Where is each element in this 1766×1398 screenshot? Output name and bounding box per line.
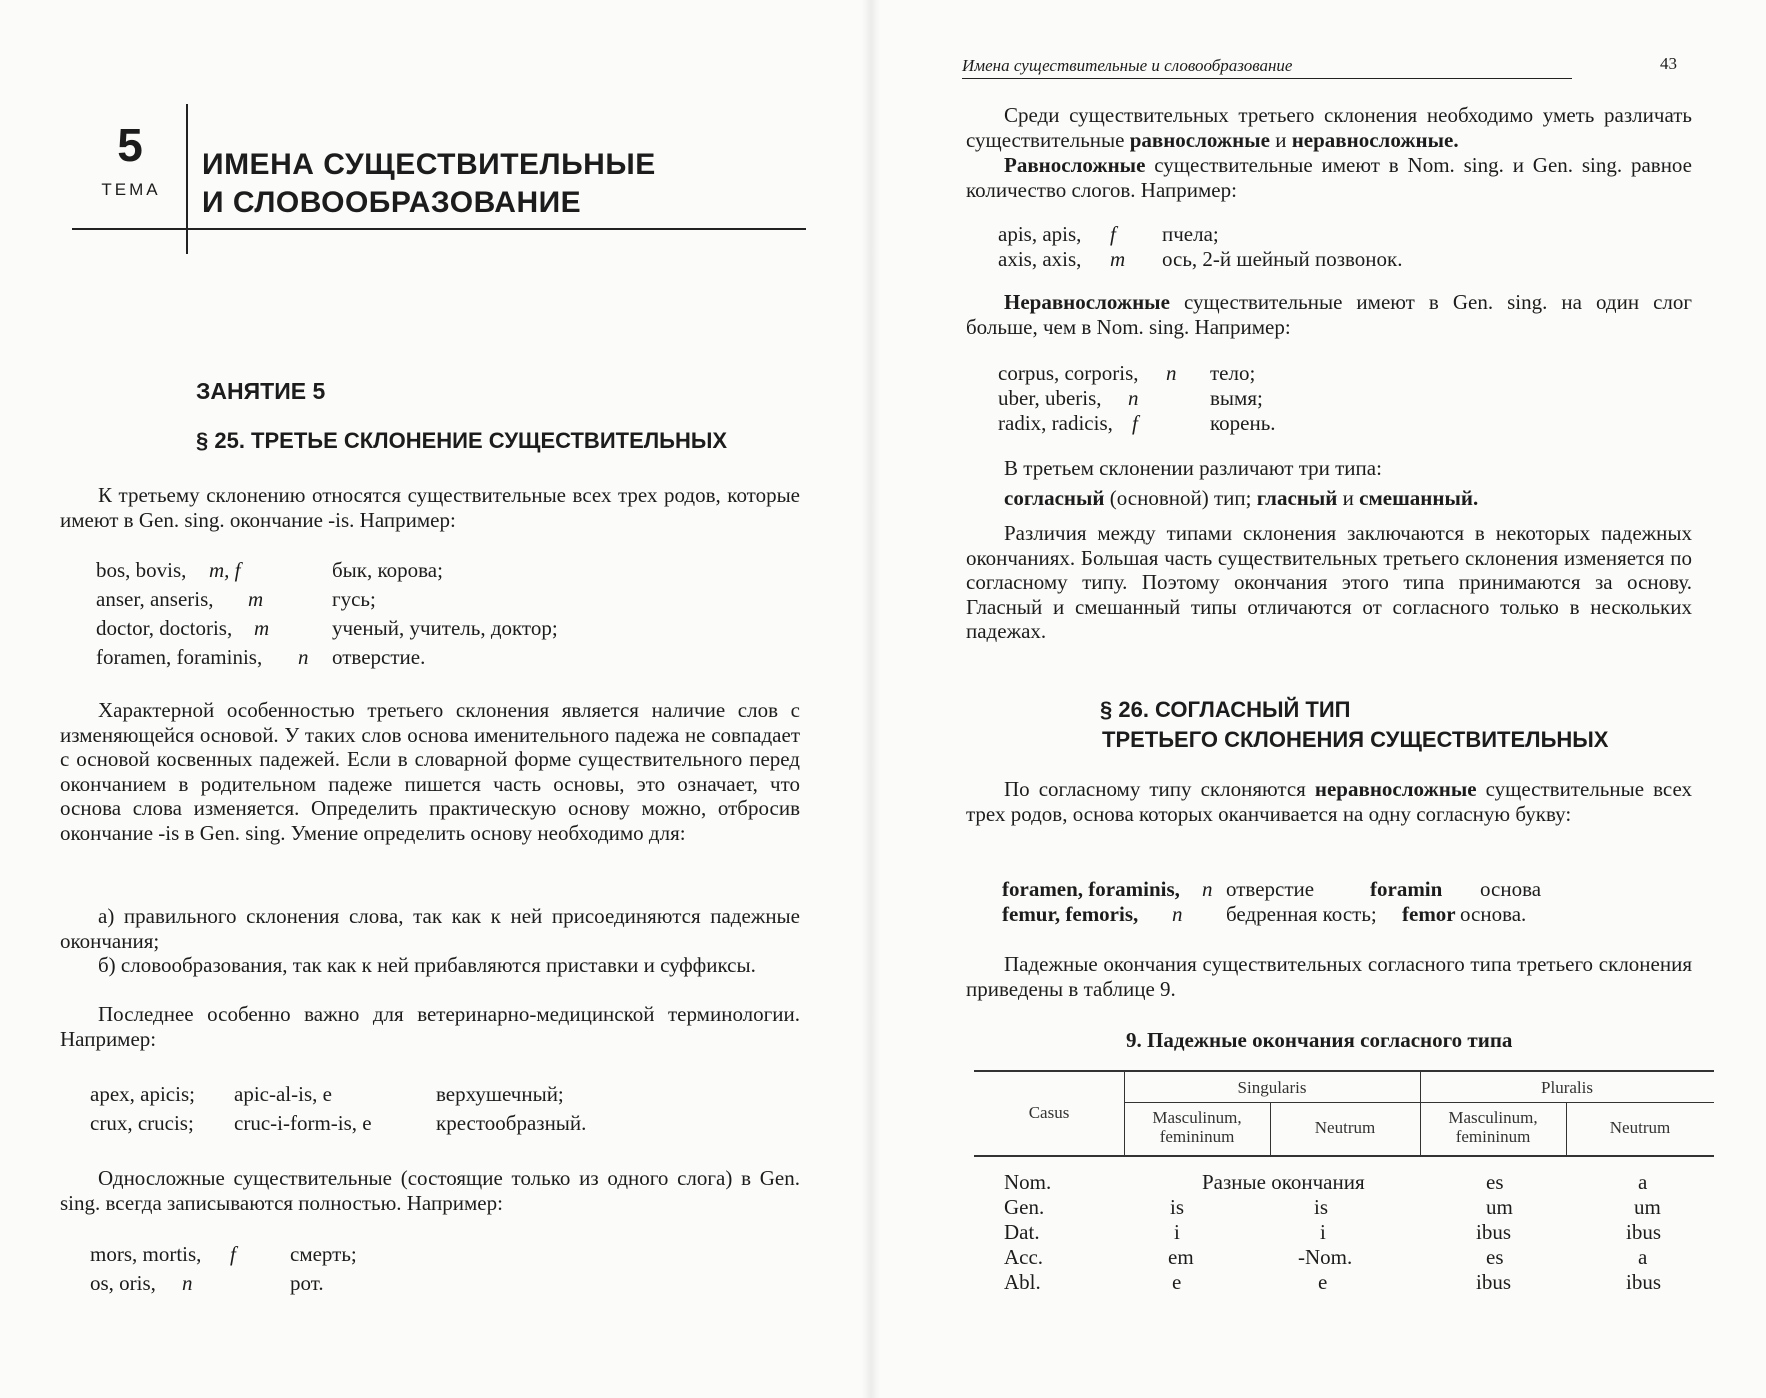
theme-divider-vertical [186, 104, 188, 254]
example-stem-label: основа [1480, 877, 1542, 901]
table-header-pl-masc-fem: Masculinum, femininum [1448, 1108, 1538, 1146]
table-title: 9. Падежные окончания согласного типа [1126, 1028, 1513, 1052]
table-header-casus: Casus [1028, 1103, 1070, 1122]
cell-sg-n: i [1320, 1220, 1326, 1244]
example-gender: n [1202, 877, 1213, 901]
example-translation: бык, корова; [332, 558, 443, 582]
cell-case: Dat. [1004, 1220, 1040, 1244]
table-rule-header [974, 1155, 1714, 1157]
theme-divider-horizontal [72, 228, 806, 230]
section-26-heading-2: ТРЕТЬЕГО СКЛОНЕНИЯ СУЩЕСТВИТЕЛЬНЫХ [1102, 727, 1609, 752]
cell-case: Acc. [1004, 1245, 1044, 1269]
example-derivative: cruc-i-form-is, e [234, 1111, 372, 1135]
example-gender: m [1110, 247, 1126, 271]
example-stem: foramin [1370, 877, 1443, 901]
cell-sg-n: e [1318, 1270, 1328, 1294]
example-latin: apis, apis, [998, 222, 1082, 246]
cell-pl-mf: es [1486, 1245, 1504, 1269]
cell-sg-mf: is [1170, 1195, 1185, 1219]
example-latin: anser, anseris, [96, 587, 214, 611]
example-gender: f [1110, 222, 1116, 246]
example-latin: corpus, corporis, [998, 361, 1139, 385]
example-latin: os, oris, [90, 1271, 156, 1295]
example-row [96, 644, 796, 671]
example-translation: бедренная кость; [1226, 902, 1377, 926]
example-latin: doctor, doctoris, [96, 616, 233, 640]
example-stem: femor [1402, 902, 1456, 926]
example-translation: гусь; [332, 587, 376, 611]
paragraph-4: Односложные существительные (состоящие только из одного слога) в Gen. sing. всегда записываются полностью. Например: [60, 1166, 800, 1215]
paragraph-6: По согласному типу склоняются неравносложные существительные всех трех родов, основа которых оканчивается на одну согласную букву: [966, 777, 1693, 826]
theme-title-line-2: И СЛОВООБРАЗОВАНИЕ [202, 186, 582, 219]
example-gender: n [298, 645, 309, 669]
theme-title-line-1: ИМЕНА СУЩЕСТВИТЕЛЬНЫЕ [202, 148, 656, 181]
paragraph-2: Равносложные существительные имеют в Nom. sing. и Gen. sing. равное количество слогов. Например: [966, 153, 1693, 202]
types-line: согласный (основной) тип; гласный и смешанный. [1004, 486, 1479, 510]
cell-pl-mf: um [1486, 1195, 1513, 1219]
example-translation: корень. [1210, 411, 1276, 435]
table-header-sg-masc-fem: Masculinum, femininum [1152, 1108, 1242, 1146]
theme-number: 5 [117, 119, 143, 171]
example-gender: n [1128, 386, 1139, 410]
table-header-singularis: Singularis [1237, 1078, 1307, 1097]
example-translation: рот. [290, 1271, 324, 1295]
theme-label: ТЕМА [101, 180, 161, 199]
right-page [870, 0, 1766, 1398]
cell-sg-mf: i [1174, 1220, 1180, 1244]
example-gender: m, f [209, 558, 241, 582]
example-latin: axis, axis, [998, 247, 1082, 271]
example-translation: смерть; [290, 1242, 357, 1266]
example-gender: m [254, 616, 270, 640]
section-26-heading-1: § 26. СОГЛАСНЫЙ ТИП [1100, 697, 1351, 722]
example-word: crux, crucis; [90, 1111, 194, 1135]
table-row [974, 1170, 1714, 1195]
example-row [998, 247, 1678, 272]
example-latin: mors, mortis, [90, 1242, 202, 1266]
cell-pl-mf: es [1486, 1170, 1504, 1194]
example-latin: uber, uberis, [998, 386, 1102, 410]
example-latin: bos, bovis, [96, 558, 187, 582]
example-row [998, 361, 1678, 386]
example-row [90, 1110, 790, 1137]
example-row [998, 222, 1678, 247]
cell-pl-n: a [1638, 1245, 1648, 1269]
example-row [90, 1270, 790, 1297]
example-stem-label: основа. [1460, 902, 1527, 926]
table-row [974, 1245, 1714, 1270]
cell-pl-n: ibus [1626, 1270, 1662, 1294]
table-row [974, 1220, 1714, 1245]
cell-pl-mf: ibus [1476, 1270, 1512, 1294]
example-gender: n [1166, 361, 1177, 385]
example-row [90, 1081, 790, 1108]
cell-pl-mf: ibus [1476, 1220, 1512, 1244]
cell-case: Gen. [1004, 1195, 1045, 1219]
cell-sg-n: is [1314, 1195, 1329, 1219]
example-row [96, 615, 796, 642]
table-header-sg-neutrum: Neutrum [1314, 1118, 1376, 1137]
example-row [96, 586, 796, 613]
example-gender: f [1132, 411, 1138, 435]
cell-pl-n: a [1638, 1170, 1648, 1194]
paragraph-5: Различия между типами склонения заключаются в некоторых падежных окончаниях. Большая часть существительных третьего склонения изменяется по согласному типу. Поэтому окончания этого типа принимаются за основу. Гласный и смешанный типы отличаются от согласного только в нескольких падежах. [966, 521, 1692, 643]
example-row [1002, 877, 1682, 902]
paragraph-3: Неравносложные существительные имеют в Gen. sing. на один слог больше, чем в Nom. sing. Например: [966, 290, 1693, 339]
example-translation: ученый, учитель, доктор; [332, 616, 558, 640]
table-row [974, 1195, 1714, 1220]
example-translation: крестообразный. [436, 1111, 587, 1135]
list-item-b: б) словообразования, так как к ней прибавляются приставки и суффиксы. [98, 953, 756, 977]
example-translation: отверстие [1226, 877, 1315, 901]
example-row [1002, 902, 1682, 927]
example-translation: вымя; [1210, 386, 1263, 410]
table-header-pluralis: Pluralis [1541, 1078, 1593, 1097]
cell-sg-n: -Nom. [1298, 1245, 1353, 1269]
endings-table [974, 1070, 1714, 1370]
example-word: apex, apicis; [90, 1082, 195, 1106]
example-derivative: apic-al-is, e [234, 1082, 332, 1106]
example-translation: тело; [1210, 361, 1256, 385]
cell-pl-n: ibus [1626, 1220, 1662, 1244]
example-row [96, 557, 796, 584]
example-row [998, 386, 1678, 411]
example-row [90, 1241, 790, 1268]
cell-sg-mf: em [1168, 1245, 1194, 1269]
example-gender: m [248, 587, 264, 611]
page-number: 43 [1660, 54, 1677, 73]
table-header-pl-neutrum: Neutrum [1609, 1118, 1671, 1137]
theme-title [202, 146, 656, 222]
cell-case: Nom. [1004, 1170, 1052, 1194]
cell-case: Abl. [1004, 1270, 1041, 1294]
table-row [974, 1270, 1714, 1295]
example-translation: пчела; [1162, 222, 1219, 246]
example-latin: foramen, foraminis, [1002, 877, 1180, 901]
example-translation: верхушечный; [436, 1082, 564, 1106]
paragraph-1: К третьему склонению относятся существительные всех трех родов, которые имеют в Gen. sing. окончание -is. Например: [60, 483, 800, 532]
paragraph-1: Среди существительных третьего склонения необходимо уметь различать существительные равносложные и неравносложные. [966, 103, 1692, 152]
example-latin: radix, radicis, [998, 411, 1113, 435]
example-latin: foramen, foraminis, [96, 645, 263, 669]
paragraph-7: Падежные окончания существительных согласного типа третьего склонения приведены в таблице 9. [966, 952, 1692, 1001]
cell-pl-n: um [1634, 1195, 1661, 1219]
cell-sg-mf: Разные окончания [1202, 1170, 1365, 1194]
example-row [998, 411, 1678, 436]
paragraph-4: В третьем склонении различают три типа: [1004, 456, 1382, 480]
example-translation: ось, 2-й шейный позвонок. [1162, 247, 1403, 271]
lesson-heading: ЗАНЯТИЕ 5 [196, 378, 326, 404]
running-title: Имена существительные и словообразование [962, 56, 1572, 79]
section-25-heading: § 25. ТРЕТЬЕ СКЛОНЕНИЕ СУЩЕСТВИТЕЛЬНЫХ [196, 428, 728, 453]
example-gender: n [182, 1271, 193, 1295]
example-translation: отверстие. [332, 645, 426, 669]
paragraph-3: Последнее особенно важно для ветеринарно-медицинской терминологии. Например: [60, 1002, 800, 1051]
left-page [0, 0, 870, 1398]
table-rule-top [974, 1070, 1714, 1072]
example-gender: f [230, 1242, 236, 1266]
cell-sg-mf: e [1172, 1270, 1182, 1294]
example-gender: n [1172, 902, 1183, 926]
table-rule-sub [1124, 1102, 1714, 1103]
list-item-a: а) правильного склонения слова, так как к ней присоединяются падежные окончания; [60, 904, 800, 953]
example-latin: femur, femoris, [1002, 902, 1139, 926]
paragraph-2: Характерной особенностью третьего склонения является наличие слов с изменяющейся основой. У таких слов основа именительного падежа не совпадает с основой косвенных падежей. Если в словарной форме существительного перед окончанием в родительном падеже пишется часть основы, это означает, что основа слова изменяется. Определить практическую основу можно, отбросив окончание -is в Gen. sing. Умение определить основу необходимо для: [60, 698, 800, 845]
